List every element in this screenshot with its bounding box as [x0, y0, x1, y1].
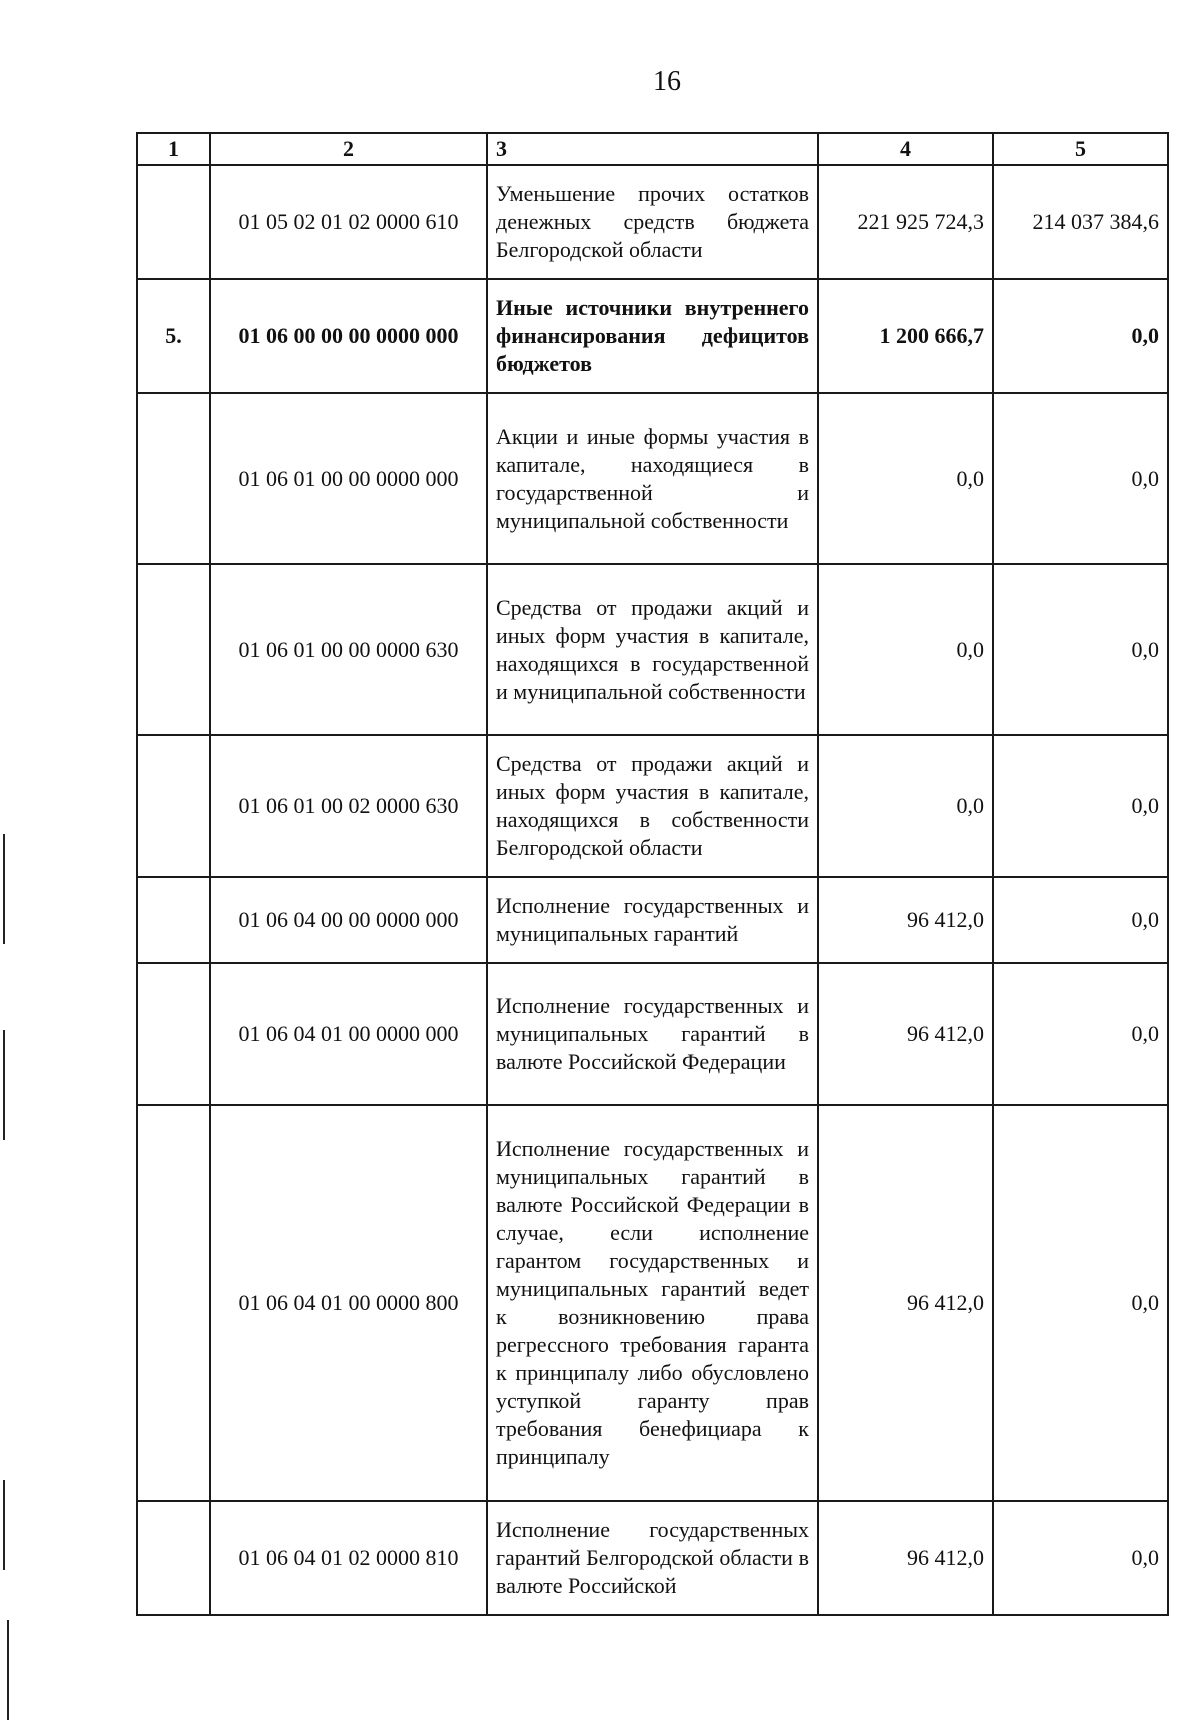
- amount-col5: 0,0: [993, 735, 1168, 877]
- row-description: [487, 735, 818, 877]
- description-text: Средства от продажи акций и иных форм участия в капитале, находящихся в собственности Белгородской области: [496, 751, 809, 860]
- amount-col5: 0,0: [993, 564, 1168, 735]
- table-body: [137, 133, 1168, 1615]
- description-text: Средства от продажи акций и иных форм участия в капитале, находящихся в государственной и муниципальной собственности: [496, 594, 809, 704]
- row-description: [487, 1501, 818, 1615]
- budget-code: 01 06 01 00 00 0000 630: [210, 564, 487, 735]
- table-row: [137, 564, 1168, 735]
- row-description: [487, 963, 818, 1105]
- table-row: [137, 877, 1168, 963]
- table-header-row: [137, 133, 1168, 165]
- budget-code: 01 06 00 00 00 0000 000: [210, 279, 487, 393]
- row-number: [137, 963, 210, 1105]
- amount-col5: 0,0: [993, 393, 1168, 564]
- amount-col4: 96 412,0: [818, 963, 993, 1105]
- amount-col4: 1 200 666,7: [818, 279, 993, 393]
- amount-col4: 0,0: [818, 393, 993, 564]
- scan-edge-line: [7, 1620, 9, 1720]
- budget-code: 01 06 04 01 02 0000 810: [210, 1501, 487, 1615]
- column-header-4: 4: [818, 133, 993, 165]
- budget-sources-table: [136, 132, 1169, 1616]
- budget-code: 01 06 04 01 00 0000 000: [210, 963, 487, 1105]
- amount-col4: 0,0: [818, 735, 993, 877]
- column-header-1: 1: [137, 133, 210, 165]
- scan-edge-line: [3, 834, 5, 944]
- table-row: [137, 963, 1168, 1105]
- table-row: [137, 1501, 1168, 1615]
- amount-col4: 0,0: [818, 564, 993, 735]
- row-description: [487, 564, 818, 735]
- amount-col4: 96 412,0: [818, 877, 993, 963]
- budget-code: 01 06 04 00 00 0000 000: [210, 877, 487, 963]
- row-number: [137, 735, 210, 877]
- amount-col5: 0,0: [993, 279, 1168, 393]
- row-description: [487, 1105, 818, 1501]
- table-row: [137, 735, 1168, 877]
- row-number: 5.: [137, 279, 210, 393]
- budget-code: 01 06 01 00 02 0000 630: [210, 735, 487, 877]
- row-number: [137, 1501, 210, 1615]
- row-number: [137, 393, 210, 564]
- table-row: [137, 393, 1168, 564]
- amount-col4: 96 412,0: [818, 1501, 993, 1615]
- row-description: [487, 279, 818, 393]
- amount-col5: 0,0: [993, 1105, 1168, 1501]
- amount-col4: 96 412,0: [818, 1105, 993, 1501]
- scan-edge-line: [3, 1480, 5, 1570]
- row-number: [137, 877, 210, 963]
- column-header-2: 2: [210, 133, 487, 165]
- row-description: [487, 877, 818, 963]
- description-text: Акции и иные формы участия в капитале, находящиеся в государственной и муниципальной собственности: [496, 423, 809, 533]
- column-header-3: 3: [487, 133, 818, 165]
- page-number: 16: [653, 66, 681, 97]
- description-text: Исполнение государственных и муниципальных гарантий: [496, 893, 809, 946]
- row-description: [487, 165, 818, 279]
- description-text: Исполнение государственных гарантий Белгородской области в валюте Российской: [496, 1517, 809, 1598]
- column-header-5: 5: [993, 133, 1168, 165]
- table-row: [137, 165, 1168, 279]
- table-row: [137, 1105, 1168, 1501]
- budget-code: 01 05 02 01 02 0000 610: [210, 165, 487, 279]
- budget-code: 01 06 01 00 00 0000 000: [210, 393, 487, 564]
- amount-col5: 0,0: [993, 1501, 1168, 1615]
- budget-code: 01 06 04 01 00 0000 800: [210, 1105, 487, 1501]
- row-number: [137, 564, 210, 735]
- row-number: [137, 165, 210, 279]
- scan-edge-line: [3, 1030, 5, 1140]
- table-row: [137, 279, 1168, 393]
- description-text: Исполнение государственных и муниципальных гарантий в валюте Российской Федерации в случае, если исполнение гарантом государственных и муниципальных гарантий ведет к возникновению права регрессного требования гаранта к принципалу либо обусловлено уступкой гаранту прав требования бенефициара к принципалу: [496, 1136, 809, 1469]
- amount-col5: 0,0: [993, 963, 1168, 1105]
- description-text: Исполнение государственных и муниципальных гарантий в валюте Российской Федерации: [496, 993, 809, 1074]
- description-text: Уменьшение прочих остатков денежных средств бюджета Белгородской области: [496, 181, 809, 262]
- description-text: Иные источники внутреннего финансирования дефицитов бюджетов: [496, 295, 809, 376]
- amount-col5: 214 037 384,6: [993, 165, 1168, 279]
- amount-col4: 221 925 724,3: [818, 165, 993, 279]
- row-number: [137, 1105, 210, 1501]
- row-description: [487, 393, 818, 564]
- amount-col5: 0,0: [993, 877, 1168, 963]
